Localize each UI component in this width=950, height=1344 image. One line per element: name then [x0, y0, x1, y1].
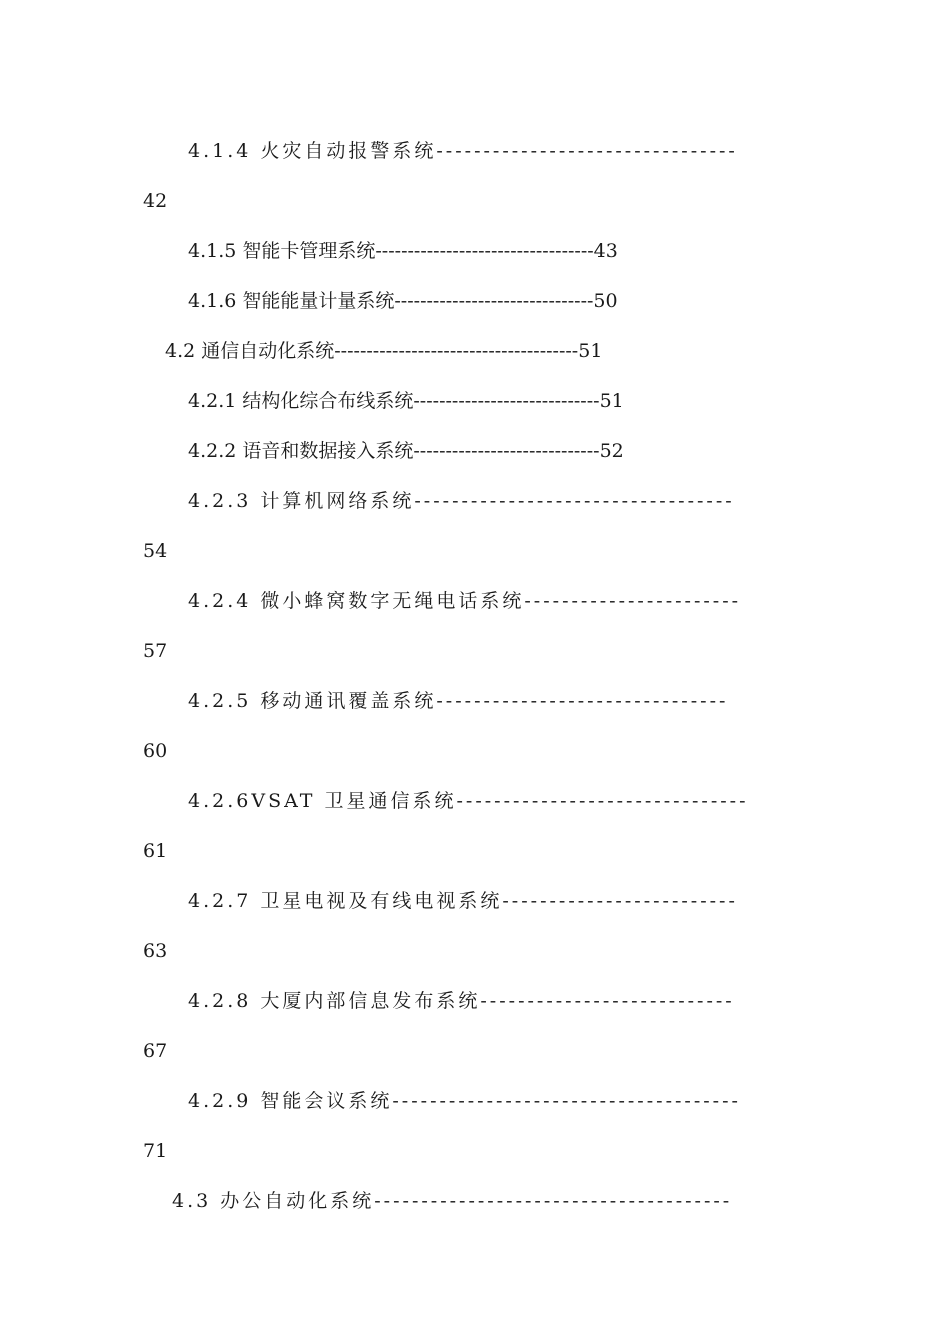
toc-entry-title: 4.2.5 移动通讯覆盖系统 [188, 690, 437, 712]
toc-entry-title: 4.1.4 火灾自动报警系统 [188, 140, 437, 162]
toc-entry-title: 4.2.9 智能会议系统 [188, 1090, 393, 1112]
toc-entry-leader: ------------------------------------- [392, 1090, 741, 1112]
toc-entry-title: 4.1.5 智能卡管理系统 [188, 240, 376, 262]
toc-entry [188, 486, 810, 516]
toc-entry-leader: ----------------------- [524, 590, 742, 612]
toc-entry [188, 436, 810, 466]
toc-entry-page: 54 [143, 540, 168, 562]
toc-entry-title: 4.2.1 结构化综合布线系统 [188, 390, 414, 412]
toc-entry-title: 4.2.4 微小蜂窝数字无绳电话系统 [188, 590, 525, 612]
toc-entry-leader: -------------------------------- [436, 140, 738, 162]
toc-entry [188, 236, 810, 266]
toc-entry-title: 4.1.6 智能能量计量系统 [188, 290, 395, 312]
toc-entry-page: 52 [599, 440, 624, 462]
toc-entry-page: 51 [578, 340, 603, 362]
toc-entry-page: 71 [143, 1140, 168, 1162]
toc-entry-leader: -------------------------------------- [374, 1190, 733, 1212]
toc-entry-leader: ------------------------------- [436, 690, 729, 712]
toc-entry-leader: ------------------------------- [456, 790, 749, 812]
toc-entry [188, 1086, 810, 1116]
toc-entry-leader: -------------------------------------- [334, 340, 579, 362]
toc-entry-leader: ------------------------------- [394, 290, 594, 312]
toc-entry [188, 786, 810, 816]
toc-entry-page: 51 [599, 390, 624, 412]
toc-entry-leader: ------------------------- [502, 890, 738, 912]
toc-entry-leader: ---------------------------------- [414, 490, 735, 512]
toc-entry-page: 67 [143, 1040, 168, 1062]
toc-entry-leader: ----------------------------- [413, 390, 600, 412]
toc-entry-page: 50 [593, 290, 618, 312]
toc-entry-title: 4.2.7 卫星电视及有线电视系统 [188, 890, 503, 912]
toc-entry-title: 4.2.8 大厦内部信息发布系统 [188, 990, 481, 1012]
toc-entry [188, 386, 810, 416]
toc-entry-title: 4.2.6VSAT 卫星通信系统 [188, 790, 457, 812]
toc-entry [165, 336, 810, 366]
toc-entry-title: 4.2.2 语音和数据接入系统 [188, 440, 414, 462]
toc-entry-leader: --------------------------- [480, 990, 735, 1012]
toc-entry-leader: ---------------------------------- [375, 240, 594, 262]
toc-entry-page: 60 [143, 740, 168, 762]
toc-entry-page: 57 [143, 640, 168, 662]
toc-entry-title: 4.2.3 计算机网络系统 [188, 490, 415, 512]
toc-entry-leader: ----------------------------- [413, 440, 600, 462]
toc-entry-page: 63 [143, 940, 168, 962]
toc-entry [188, 136, 810, 166]
toc-entry-page: 43 [593, 240, 618, 262]
toc-entry-title: 4.2 通信自动化系统 [165, 340, 335, 362]
toc-entry [172, 1186, 810, 1216]
toc-entry [188, 886, 810, 916]
toc-entry [188, 986, 810, 1016]
toc-entry [188, 686, 810, 716]
toc-entry-title: 4.3 办公自动化系统 [172, 1190, 375, 1212]
toc-entry-page: 61 [143, 840, 168, 862]
toc-entry [188, 286, 810, 316]
toc-entry-page: 42 [143, 190, 168, 212]
toc-entry [188, 586, 810, 616]
